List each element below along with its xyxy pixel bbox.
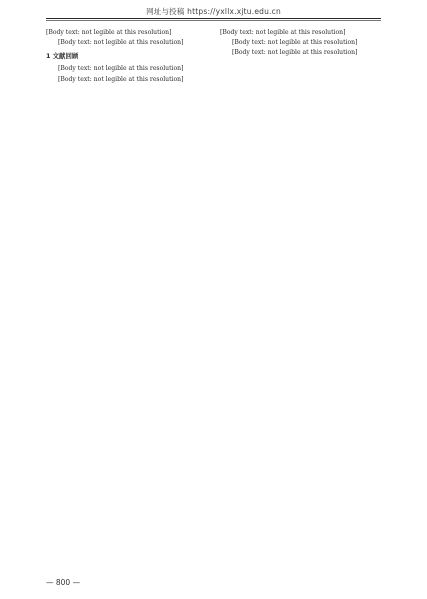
left-column [46,28,207,572]
left-paragraph-4: [Body text: not legible at this resolution] [58,75,184,83]
page-number: — 800 — [46,578,81,587]
left-paragraph-3: [Body text: not legible at this resolution] [58,65,184,73]
section-heading: 1 文献回顾 [46,52,79,61]
running-header: 网址与投稿 https://yxllx.xjtu.edu.cn [146,7,281,16]
right-paragraph-2: [Body text: not legible at this resolution] [232,39,358,47]
right-paragraph-1: [Body text: not legible at this resolution] [220,29,346,36]
header-rule-secondary [46,20,381,21]
left-paragraph-2: [Body text: not legible at this resolution] [58,39,184,47]
left-paragraph-1: [Body text: not legible at this resolution] [46,29,172,36]
right-paragraph-3: [Body text: not legible at this resolution] [232,49,358,57]
header-rule [46,18,381,19]
right-column [220,28,381,572]
